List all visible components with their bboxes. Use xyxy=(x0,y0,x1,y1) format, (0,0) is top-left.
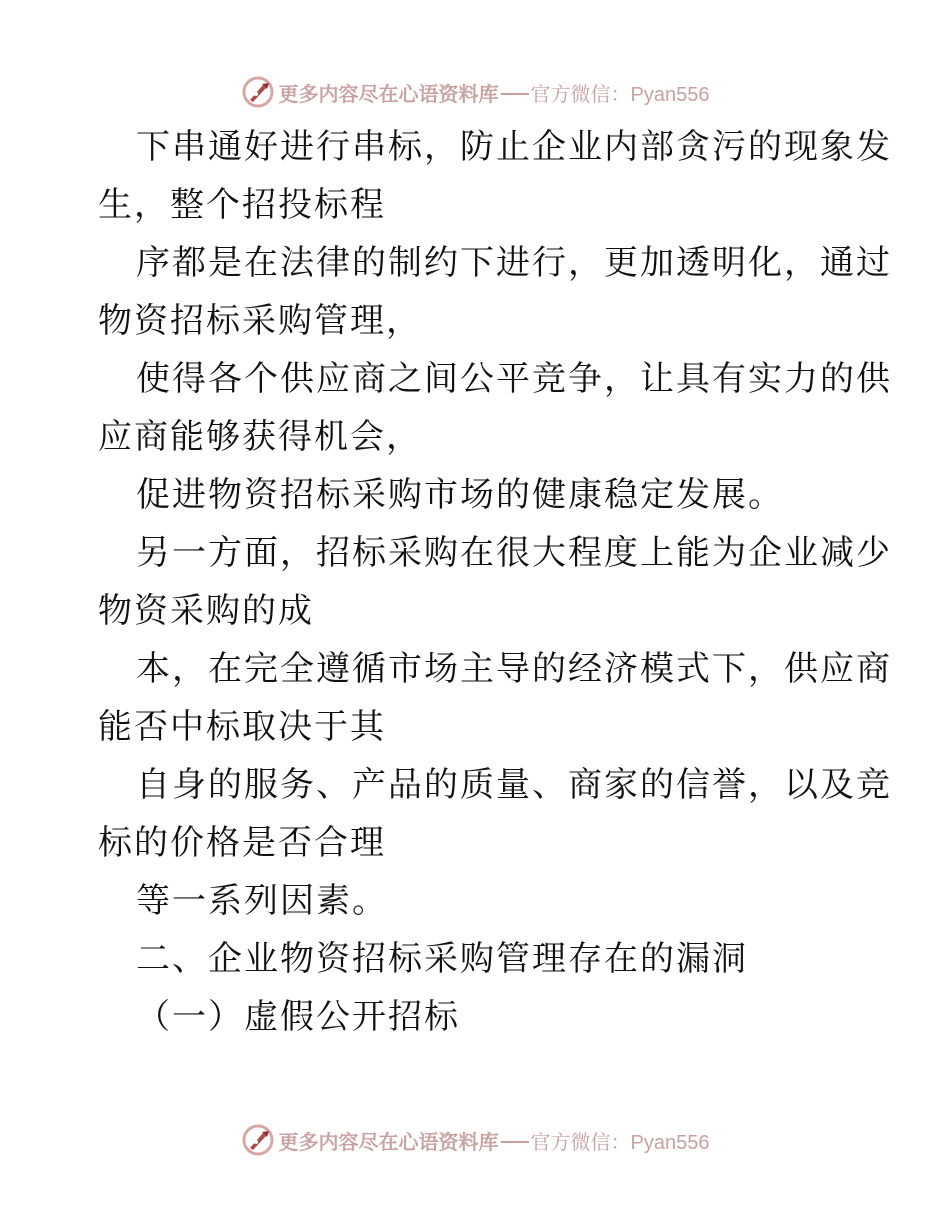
body-line: 应商能够获得机会， xyxy=(98,417,422,457)
pen-nib-circle-icon xyxy=(241,1123,275,1157)
body-line: 物资招标采购管理， xyxy=(98,301,422,341)
body-line: 物资采购的成 xyxy=(98,591,314,631)
body-line: 本，在完全遵循市场主导的经济模式下，供应商 xyxy=(136,649,892,689)
body-line: 促进物资招标采购市场的健康稳定发展。 xyxy=(136,475,784,515)
body-line: 下串通好进行串标，防止企业内部贪污的现象发 xyxy=(136,127,892,167)
watermark-wechat-id: Pyan556 xyxy=(630,83,710,106)
body-line: 自身的服务、产品的质量、商家的信誉，以及竞 xyxy=(136,765,892,805)
header-watermark-text xyxy=(279,78,710,107)
watermark-dash xyxy=(501,93,529,95)
watermark-sub-text: 官方微信： xyxy=(530,1129,631,1154)
watermark-main-text: 更多内容尽在心语资料库 xyxy=(278,81,499,106)
footer-watermark-text xyxy=(279,1126,710,1155)
watermark-main-text: 更多内容尽在心语资料库 xyxy=(278,1129,499,1154)
document-body xyxy=(98,118,892,1046)
body-line: 使得各个供应商之间公平竞争，让具有实力的供 xyxy=(136,359,892,399)
watermark-dash xyxy=(501,1141,529,1143)
section-heading: 二、企业物资招标采购管理存在的漏洞 xyxy=(136,939,748,979)
body-line: 另一方面，招标采购在很大程度上能为企业减少 xyxy=(136,533,892,573)
watermark-sub-text: 官方微信： xyxy=(530,81,631,106)
header-watermark-banner xyxy=(0,72,950,112)
body-line: 标的价格是否合理 xyxy=(98,823,386,863)
subsection-heading: （一）虚假公开招标 xyxy=(136,997,460,1037)
body-line: 序都是在法律的制约下进行，更加透明化，通过 xyxy=(136,243,892,283)
watermark-wechat-id: Pyan556 xyxy=(630,1131,710,1154)
body-line: 等一系列因素。 xyxy=(136,881,388,921)
body-line: 能否中标取决于其 xyxy=(98,707,386,747)
pen-nib-circle-icon xyxy=(241,75,275,109)
body-line: 生，整个招投标程 xyxy=(98,185,386,225)
footer-watermark-banner xyxy=(0,1120,950,1160)
